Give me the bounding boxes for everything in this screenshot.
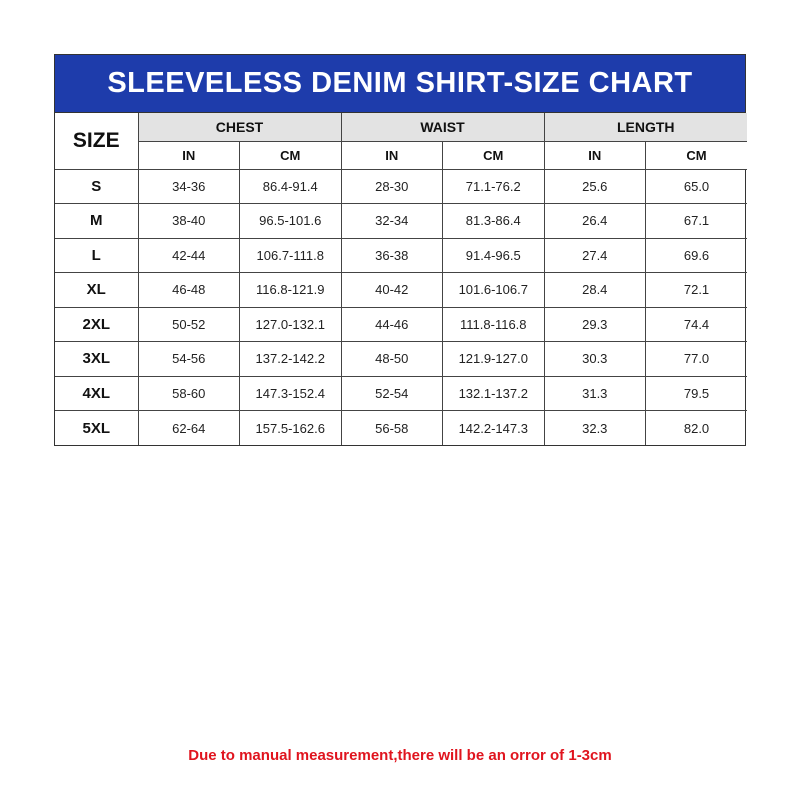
size-rows bbox=[55, 169, 747, 445]
length-cm-cell: 82.0 bbox=[646, 411, 748, 446]
chest-in-cell: 42-44 bbox=[138, 238, 240, 273]
size-table bbox=[55, 113, 747, 445]
waist-cm-header: CM bbox=[443, 141, 545, 169]
waist-in-cell: 48-50 bbox=[341, 342, 443, 377]
length-cm-cell: 77.0 bbox=[646, 342, 748, 377]
table-row bbox=[55, 342, 747, 377]
waist-cm-cell: 121.9-127.0 bbox=[443, 342, 545, 377]
chest-cm-cell: 116.8-121.9 bbox=[240, 273, 342, 308]
length-in-cell: 31.3 bbox=[544, 376, 646, 411]
size-cell: M bbox=[55, 204, 138, 239]
table-row bbox=[55, 376, 747, 411]
chest-cm-header: CM bbox=[240, 141, 342, 169]
waist-in-cell: 36-38 bbox=[341, 238, 443, 273]
chest-group-header: CHEST bbox=[138, 113, 341, 141]
length-in-cell: 25.6 bbox=[544, 169, 646, 204]
size-cell: 5XL bbox=[55, 411, 138, 446]
length-cm-cell: 72.1 bbox=[646, 273, 748, 308]
table-row bbox=[55, 307, 747, 342]
chest-cm-cell: 96.5-101.6 bbox=[240, 204, 342, 239]
chest-cm-cell: 86.4-91.4 bbox=[240, 169, 342, 204]
chest-in-cell: 62-64 bbox=[138, 411, 240, 446]
size-column-header: SIZE bbox=[55, 113, 138, 169]
chest-in-cell: 54-56 bbox=[138, 342, 240, 377]
waist-in-cell: 56-58 bbox=[341, 411, 443, 446]
waist-cm-cell: 91.4-96.5 bbox=[443, 238, 545, 273]
length-cm-header: CM bbox=[646, 141, 748, 169]
size-cell: S bbox=[55, 169, 138, 204]
table-row bbox=[55, 273, 747, 308]
length-in-cell: 30.3 bbox=[544, 342, 646, 377]
waist-in-header: IN bbox=[341, 141, 443, 169]
chest-cm-cell: 157.5-162.6 bbox=[240, 411, 342, 446]
chest-in-cell: 46-48 bbox=[138, 273, 240, 308]
waist-group-header: WAIST bbox=[341, 113, 544, 141]
length-cm-cell: 74.4 bbox=[646, 307, 748, 342]
length-in-cell: 27.4 bbox=[544, 238, 646, 273]
table-row bbox=[55, 411, 747, 446]
waist-cm-cell: 132.1-137.2 bbox=[443, 376, 545, 411]
length-cm-cell: 65.0 bbox=[646, 169, 748, 204]
waist-cm-cell: 101.6-106.7 bbox=[443, 273, 545, 308]
waist-in-cell: 28-30 bbox=[341, 169, 443, 204]
size-cell: XL bbox=[55, 273, 138, 308]
waist-in-cell: 52-54 bbox=[341, 376, 443, 411]
length-in-header: IN bbox=[544, 141, 646, 169]
chest-cm-cell: 147.3-152.4 bbox=[240, 376, 342, 411]
size-cell: L bbox=[55, 238, 138, 273]
group-header-row bbox=[55, 113, 747, 141]
chest-cm-cell: 137.2-142.2 bbox=[240, 342, 342, 377]
size-cell: 2XL bbox=[55, 307, 138, 342]
table-row bbox=[55, 238, 747, 273]
length-cm-cell: 79.5 bbox=[646, 376, 748, 411]
waist-cm-cell: 81.3-86.4 bbox=[443, 204, 545, 239]
unit-header-row bbox=[55, 141, 747, 169]
length-in-cell: 29.3 bbox=[544, 307, 646, 342]
size-cell: 4XL bbox=[55, 376, 138, 411]
chest-in-cell: 58-60 bbox=[138, 376, 240, 411]
waist-cm-cell: 111.8-116.8 bbox=[443, 307, 545, 342]
size-cell: 3XL bbox=[55, 342, 138, 377]
length-cm-cell: 69.6 bbox=[646, 238, 748, 273]
length-cm-cell: 67.1 bbox=[646, 204, 748, 239]
waist-in-cell: 32-34 bbox=[341, 204, 443, 239]
length-group-header: LENGTH bbox=[544, 113, 747, 141]
waist-in-cell: 40-42 bbox=[341, 273, 443, 308]
waist-cm-cell: 142.2-147.3 bbox=[443, 411, 545, 446]
size-chart bbox=[54, 54, 746, 446]
chest-cm-cell: 106.7-111.8 bbox=[240, 238, 342, 273]
chart-title: SLEEVELESS DENIM SHIRT-SIZE CHART bbox=[55, 55, 745, 113]
chest-cm-cell: 127.0-132.1 bbox=[240, 307, 342, 342]
waist-cm-cell: 71.1-76.2 bbox=[443, 169, 545, 204]
chest-in-header: IN bbox=[138, 141, 240, 169]
chest-in-cell: 50-52 bbox=[138, 307, 240, 342]
table-row bbox=[55, 204, 747, 239]
length-in-cell: 32.3 bbox=[544, 411, 646, 446]
chest-in-cell: 34-36 bbox=[138, 169, 240, 204]
waist-in-cell: 44-46 bbox=[341, 307, 443, 342]
table-row bbox=[55, 169, 747, 204]
measurement-note: Due to manual measurement,there will be an orror of 1-3cm bbox=[188, 747, 612, 764]
length-in-cell: 26.4 bbox=[544, 204, 646, 239]
length-in-cell: 28.4 bbox=[544, 273, 646, 308]
chest-in-cell: 38-40 bbox=[138, 204, 240, 239]
